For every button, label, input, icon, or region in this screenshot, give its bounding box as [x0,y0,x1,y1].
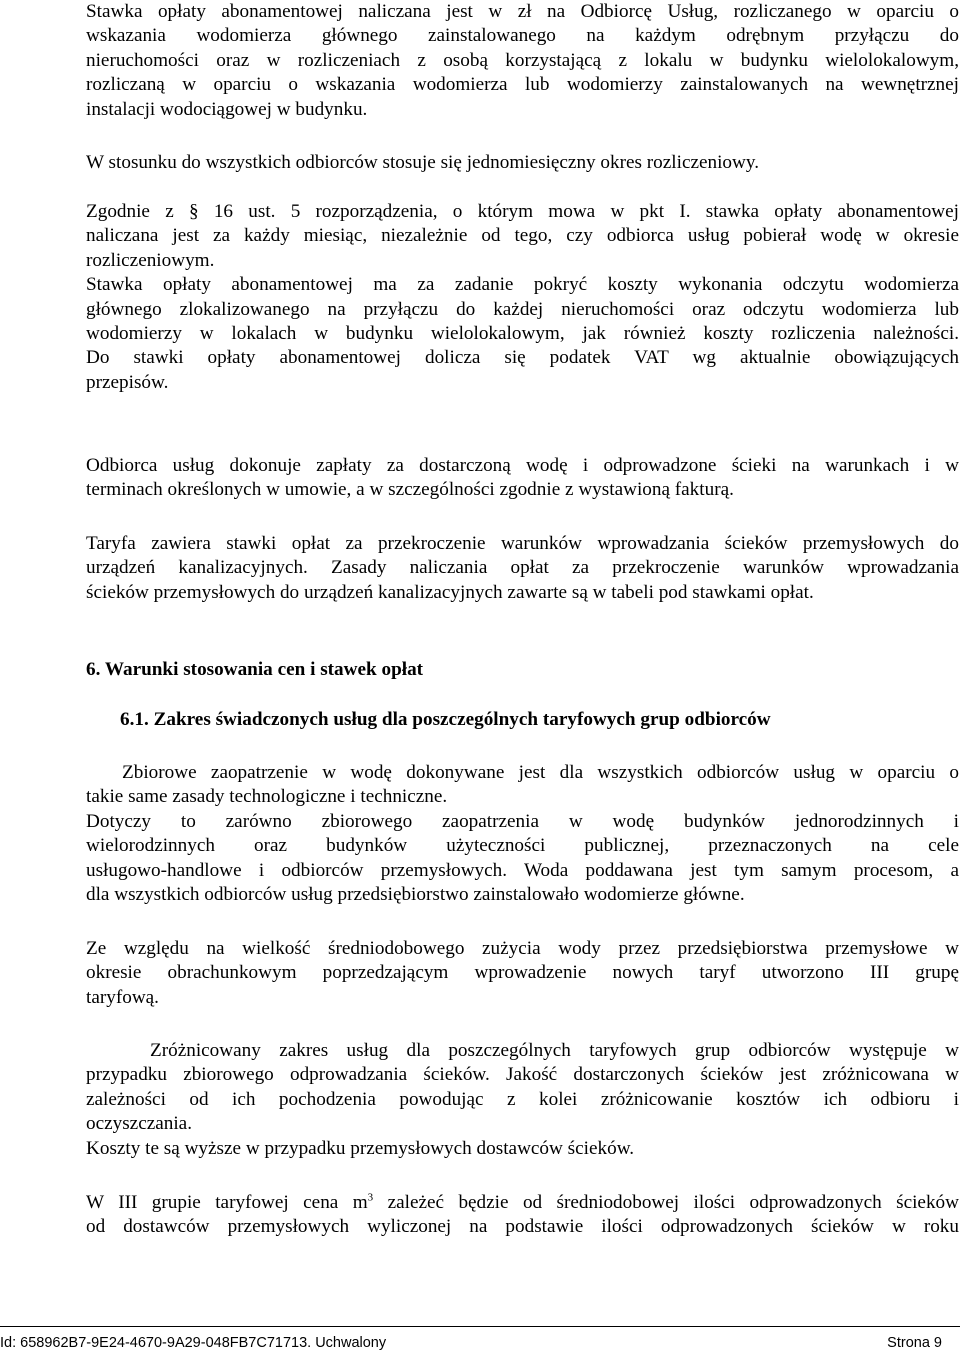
text-fragment: zależeć będzie od średniodobowej ilości odprowadzonych ścieków [373,1192,959,1213]
superscript: 3 [367,1191,374,1204]
text-line: wielorodzinnych oraz budynków użyteczności publicznej, przeznaczonych na cele [86,835,959,857]
text-line [86,1191,959,1215]
text-line: Do stawki opłaty abonamentowej dolicza się podatek VAT wg aktualnie obowiązujących [86,347,959,369]
text-line: głównego zlokalizowanego na przyłączu do każdej nieruchomości oraz odczytu wodomierza lub [86,298,959,320]
text-line: dla wszystkich odbiorców usług przedsiębiorstwo zainstalowało wodomierze główne. [86,884,745,906]
text-line: Taryfa zawiera stawki opłat za przekroczenie warunków wprowadzania ścieków przemysłowych do [86,533,959,554]
paragraph-regulation-reference [86,200,959,395]
text-line: wskazania wodomierza głównego zainstalowanego na każdym odrębnym przyłączu do [86,25,959,47]
text-line: Koszty te są wyższe w przypadku przemysłowych dostawców ścieków. [86,1137,635,1159]
footer-divider [0,1326,960,1327]
paragraph-billing-period [86,151,959,175]
text-line: Stawka opłaty abonamentowej naliczana jest w zł na Odbiorcę Usług, rozliczanego w oparciu o [86,1,959,22]
page-number: Strona 9 [887,1335,942,1351]
paragraph-water-supply-scope [86,761,959,907]
text-line: takie same zasady technologiczne i techniczne. [86,786,448,808]
page-footer [0,1326,960,1351]
text-line: Zbiorowe zaopatrzenie w wodę dokonywane jest dla wszystkich odbiorców usług w oparciu o [122,762,959,783]
text-line: usługowo-handlowe i odbiorców przemysłowych. Woda poddawana jest tym samym procesom, a [86,859,959,881]
paragraph-group-iii-price [86,1191,959,1240]
text-line: Stawka opłaty abonamentowej ma za zadanie pokryć koszty wykonania odczytu wodomierza [86,274,959,296]
text-line: nieruchomości oraz w rozliczeniach z osobą korzystającą z lokalu w budynku wielolokalowym, [86,49,959,71]
text-line: rozliczaną w oparciu o wskazania wodomierza lub wodomierzy zainstalowanych na wewnętrznej [86,74,959,96]
text-line: instalacji wodociągowej w budynku. [86,98,368,120]
text-line: zależności od ich pochodzenia powodując z kolei zróżnicowanie kosztów ich odbioru i [86,1088,959,1110]
paragraph-payment-terms [86,454,959,503]
text-line: W stosunku do wszystkich odbiorców stosuje się jednomiesięczny okres rozliczeniowy. [86,152,760,173]
text-line: Ze względu na wielkość średniodobowego zużycia wody przez przedsiębiorstwa przemysłowe w [86,938,959,959]
paragraph-industrial-wastewater [86,532,959,605]
text-line: od dostawców przemysłowych wyliczonej na podstawie ilości odprowadzonych ścieków w roku [86,1216,959,1238]
text-line: przypadku zbiorowego odprowadzania ścieków. Jakość dostarczonych ścieków jest zróżnicowana w [86,1064,959,1086]
text-line: naliczana jest za każdy miesiąc, niezależnie od tego, czy odbiorca usług pobierał wodę w okresie [86,225,959,247]
subsection-heading-6-1: 6.1. Zakres świadczonych usług dla poszczególnych taryfowych grup odbiorców [120,709,771,730]
text-line: Zróżnicowany zakres usług dla poszczególnych taryfowych grup odbiorców występuje w [150,1040,959,1061]
text-line: Dotyczy to zarówno zbiorowego zaopatrzenia w wodę budynków jednorodzinnych i [86,810,959,832]
paragraph-wastewater-scope [86,1039,959,1161]
text-line: rozliczeniowym. [86,249,215,271]
text-line: oczyszczania. [86,1113,192,1135]
text-line: Odbiorca usług dokonuje zapłaty za dostarczoną wodę i odprowadzone ścieki na warunkach i w [86,455,959,476]
text-fragment: W III grupie taryfowej cena m [86,1192,368,1213]
text-line: terminach określonych w umowie, a w szczególności zgodnie z wystawioną fakturą. [86,479,734,501]
text-line: przepisów. [86,371,169,393]
document-id: Id: 658962B7-9E24-4670-9A29-048FB7C71713. Uchwalony [0,1335,387,1351]
text-line: ścieków przemysłowych do urządzeń kanalizacyjnych zawarte są w tabeli pod stawkami opłat. [86,581,814,603]
text-line: taryfową. [86,986,159,1008]
text-line: okresie obrachunkowym poprzedzającym wprowadzenie nowych taryf utworzono III grupę [86,962,959,984]
section-heading-6: 6. Warunki stosowania cen i stawek opłat [86,659,424,680]
paragraph-abonament-definition [86,0,959,122]
paragraph-tariff-group-iii [86,937,959,1010]
text-line: Zgodnie z § 16 ust. 5 rozporządzenia, o którym mowa w pkt I. stawka opłaty abonamentowej [86,201,959,222]
text-line: urządzeń kanalizacyjnych. Zasady naliczania opłat za przekroczenie warunków wprowadzania [86,557,959,579]
text-line: wodomierzy w lokalach w budynku wielolokalowym, jak również koszty rozliczenia należności. [86,323,959,345]
